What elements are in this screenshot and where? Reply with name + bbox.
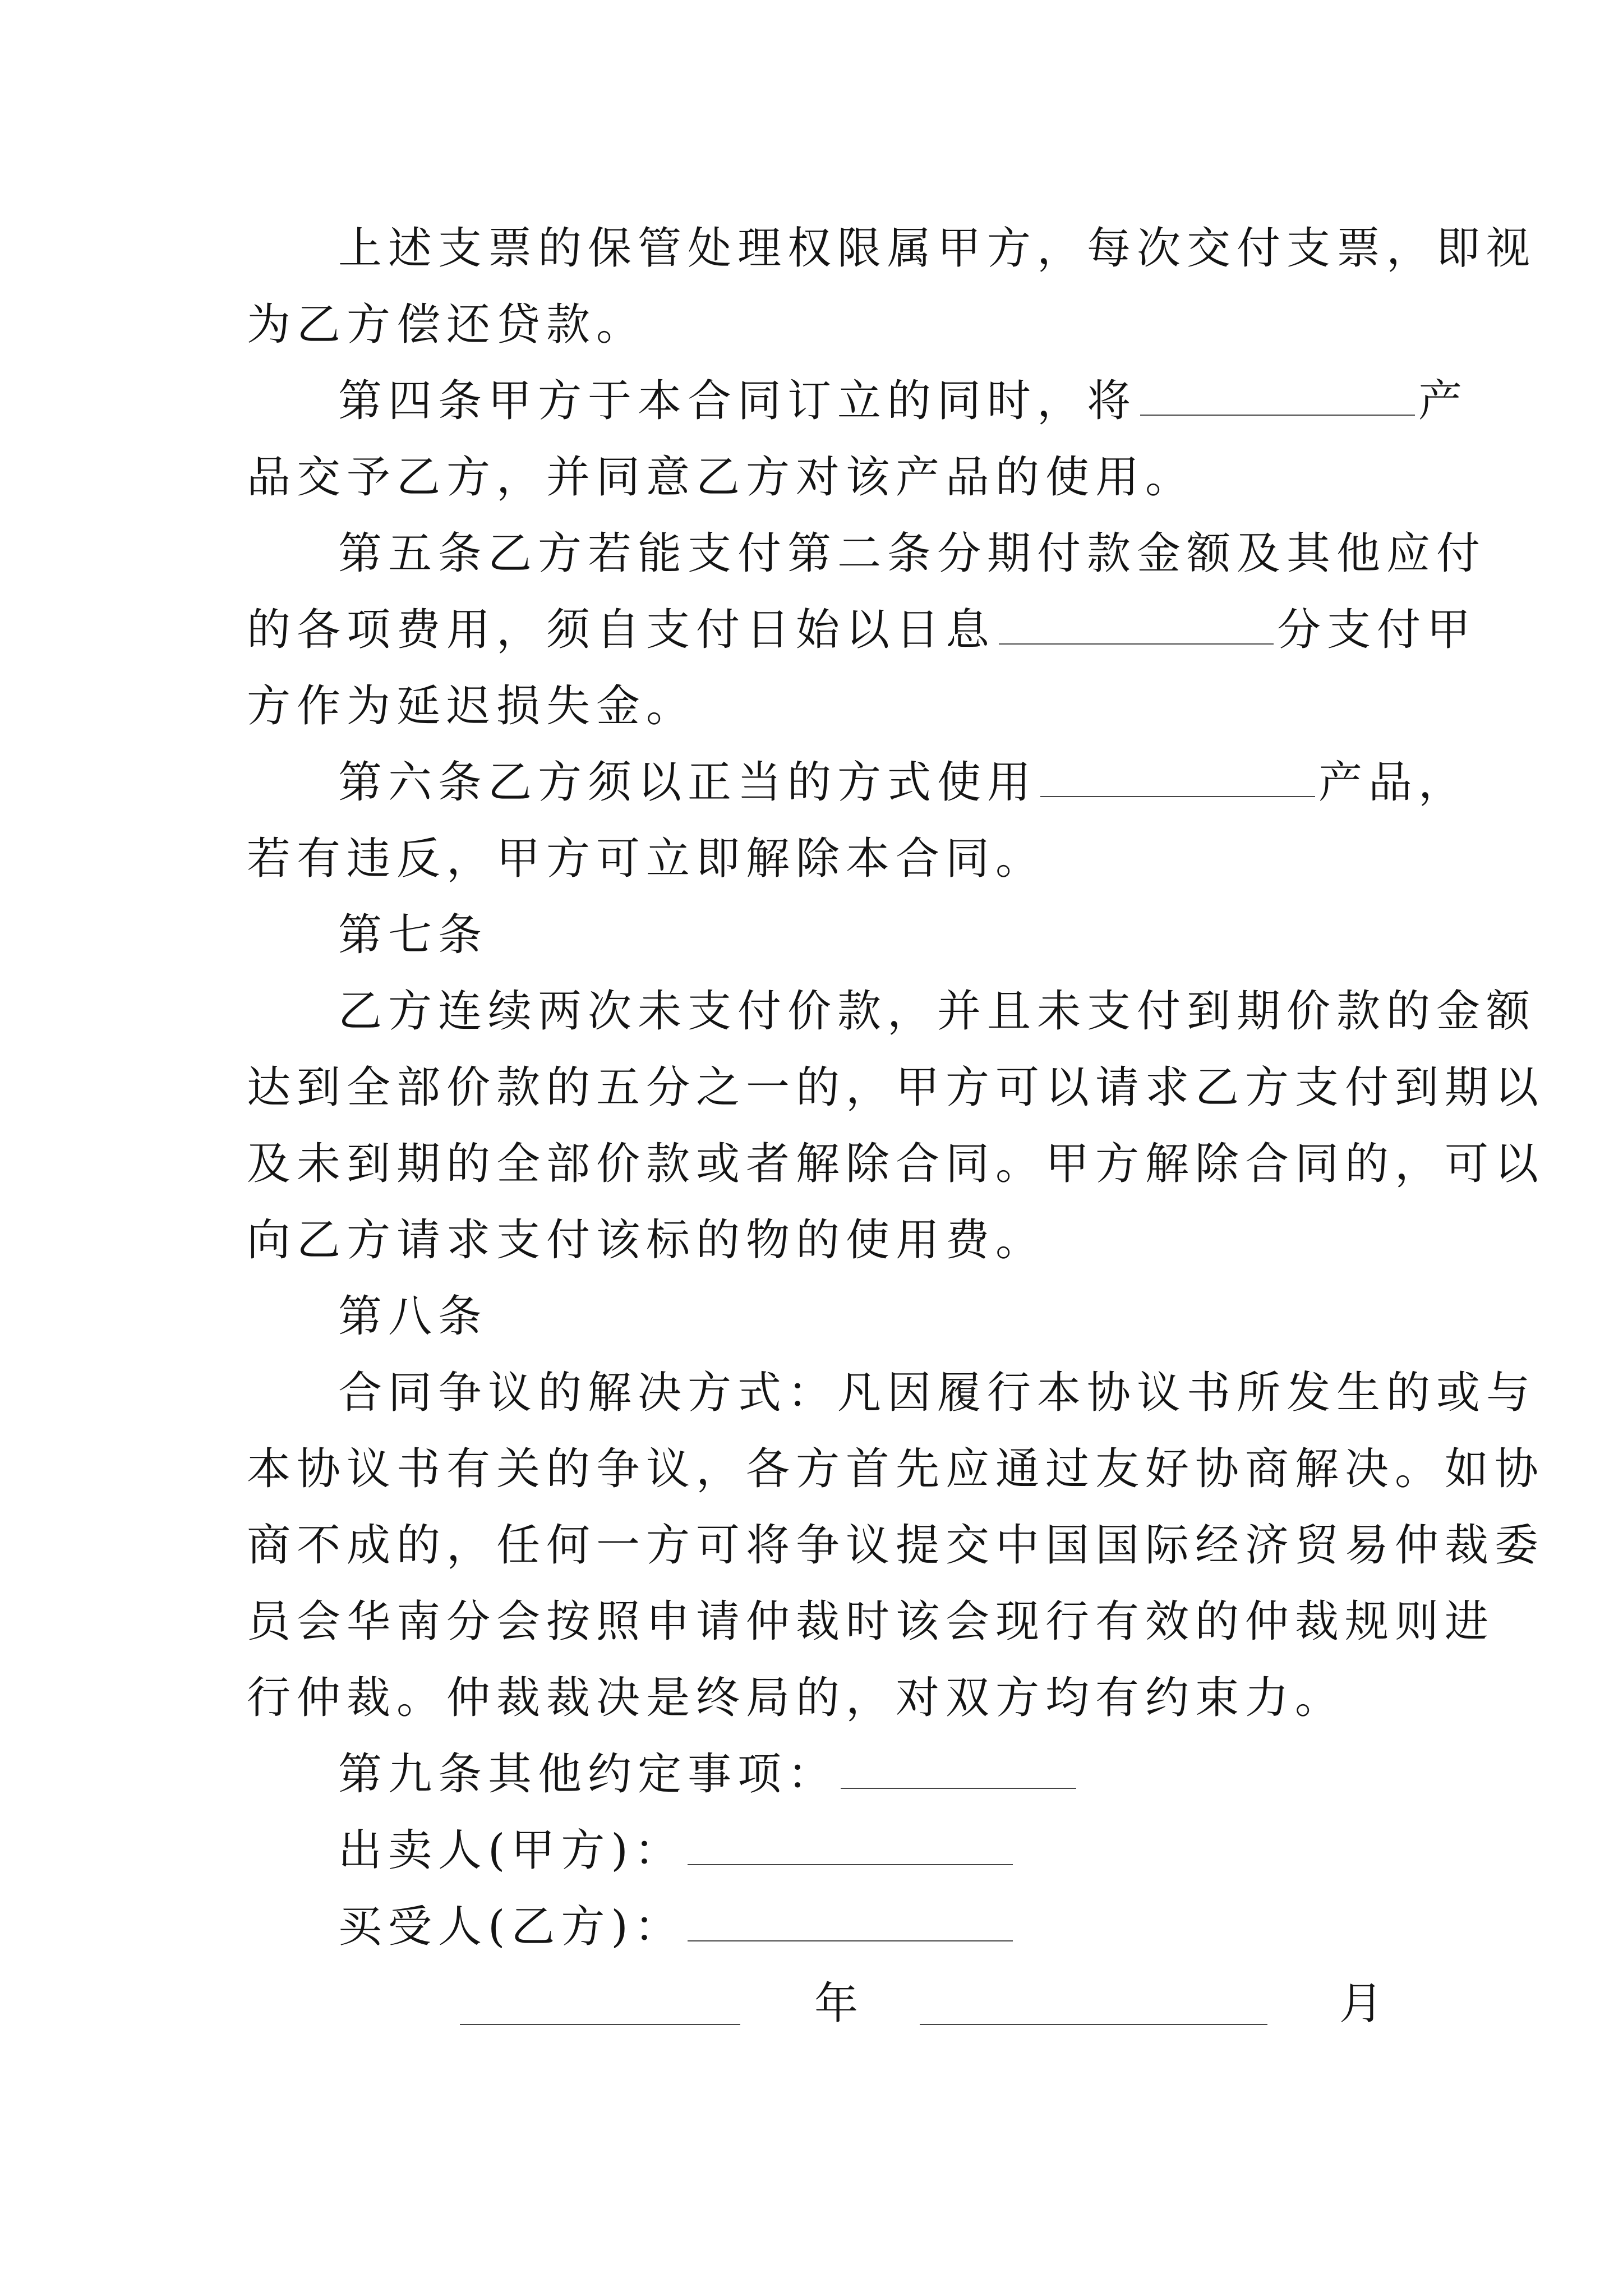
- text-line: 第五条乙方若能支付第二条分期付款金额及其他应付: [338, 528, 1487, 579]
- text-line: [247, 592, 1477, 668]
- article-4-text: 第四条甲方于本合同订立的同时，将: [338, 376, 1137, 426]
- article-7-heading: 第七条: [338, 910, 488, 960]
- daily-interest-blank[interactable]: [999, 636, 1274, 645]
- text-line: 员会华南分会按照申请仲裁时该会现行有效的仲裁规则进: [247, 1596, 1495, 1647]
- other-matters-blank[interactable]: [841, 1780, 1076, 1789]
- text-line: 行仲裁。仲裁裁决是终局的，对双方均有约束力。: [247, 1673, 1345, 1723]
- text-line: [247, 744, 1469, 821]
- buyer-label: 买受人(乙方)：: [338, 1902, 684, 1952]
- article-9-label: 第九条其他约定事项：: [338, 1749, 838, 1800]
- article-6-text-tail: 产品，: [1318, 757, 1469, 808]
- text-line: 方作为延迟损失金。: [247, 681, 697, 731]
- article-5-text-tail: 分支付甲: [1277, 605, 1477, 655]
- text-line: [247, 363, 1469, 439]
- date-line: [0, 1964, 1623, 2041]
- buyer-signature-blank[interactable]: [688, 1932, 1013, 1941]
- month-blank[interactable]: [920, 2024, 1267, 2025]
- seller-label: 出卖人(甲方)：: [338, 1825, 684, 1876]
- text-line: 上述支票的保管处理权限属甲方，每次交付支票，即视: [338, 223, 1537, 274]
- article-8-heading: 第八条: [338, 1291, 488, 1342]
- text-line: 向乙方请求支付该标的物的使用费。: [247, 1215, 1046, 1266]
- seller-signature-blank[interactable]: [688, 1856, 1013, 1865]
- text-line: 本协议书有关的争议，各方首先应通过友好协商解决。如协: [247, 1444, 1545, 1494]
- text-line: 乙方连续两次未支付价款，并且未支付到期价款的金额: [338, 986, 1537, 1037]
- year-blank[interactable]: [460, 2024, 740, 2025]
- text-line: 品交予乙方，并同意乙方对该产品的使用。: [247, 452, 1196, 503]
- text-line: [247, 1812, 1391, 1889]
- text-line: 及未到期的全部价款或者解除合同。甲方解除合同的，可以: [247, 1139, 1545, 1189]
- article-4-text-tail: 产: [1418, 376, 1469, 426]
- text-line: [247, 1736, 1391, 1812]
- text-line: 商不成的，任何一方可将争议提交中国国际经济贸易仲裁委: [247, 1520, 1545, 1571]
- text-line: 达到全部价款的五分之一的，甲方可以请求乙方支付到期以: [247, 1062, 1545, 1113]
- text-line: 若有违反，甲方可立即解除本合同。: [247, 834, 1046, 884]
- year-label: 年: [814, 1978, 859, 2029]
- text-line: [247, 1889, 1391, 1965]
- article-6-text: 第六条乙方须以正当的方式使用: [338, 757, 1038, 808]
- month-label: 月: [1339, 1978, 1384, 2029]
- product-name-blank[interactable]: [1140, 407, 1415, 416]
- product-use-blank[interactable]: [1040, 788, 1315, 797]
- article-5-text: 的各项费用，须自支付日始以日息: [247, 605, 996, 655]
- text-line: 为乙方偿还贷款。: [247, 300, 647, 350]
- text-line: 合同争议的解决方式：凡因履行本协议书所发生的或与: [338, 1368, 1537, 1418]
- contract-body: [247, 210, 1545, 1965]
